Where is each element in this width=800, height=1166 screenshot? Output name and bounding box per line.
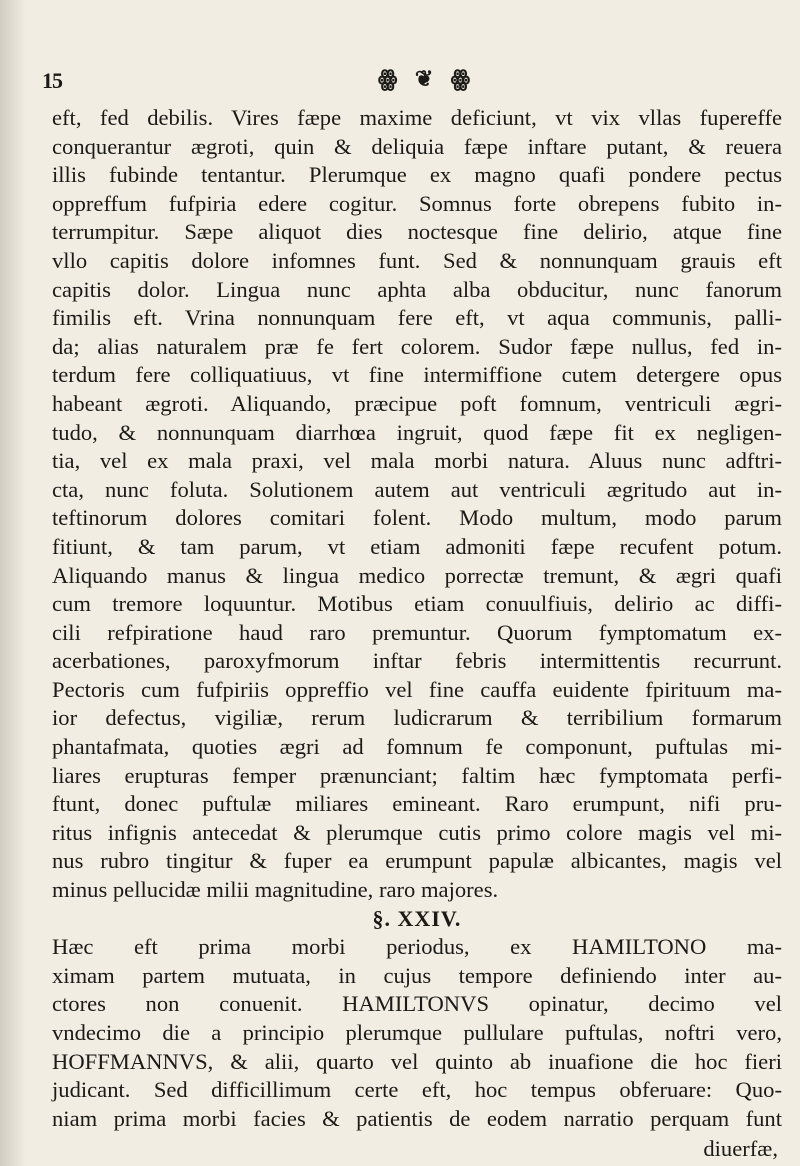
text-line: teftinorum dolores comitari folent. Modo multum, modo parum (52, 505, 782, 531)
text-line: ior defectus, vigiliæ, rerum ludicrarum & terribilium formarum (52, 705, 782, 731)
paragraph-2 (52, 933, 782, 1133)
text-line: cili refpiratione haud raro premuntur. Quorum fymptomatum ex- (52, 619, 782, 645)
text-line: terrumpitur. Sæpe aliquot dies noctesque fine delirio, atque fine (52, 219, 782, 245)
text-line: Aliquando manus & lingua medico porrectæ tremunt, & ægri quafi (52, 562, 782, 588)
text-line: tia, vel ex mala praxi, vel mala morbi natura. Aluus nunc adftri- (52, 448, 782, 474)
text-line: capitis dolor. Lingua nunc aphta alba obducitur, nunc fanorum (52, 276, 782, 302)
text-line: tudo, & nonnunquam diarrhœa ingruit, quod fæpe fit ex negligen- (52, 419, 782, 445)
text-line: phantafmata, quoties ægri ad fomnum fe componunt, puftulas mi- (52, 734, 782, 760)
text-line: da; alias naturalem præ fe fert colorem. Sudor fæpe nullus, fed in- (52, 333, 782, 359)
text-line: Hæc eft prima morbi periodus, ex HAMILTONO ma- (52, 934, 782, 960)
text-line: liares erupturas femper prænunciant; faltim hæc fymptomata perfi- (52, 762, 782, 788)
text-line: ftunt, donec puftulæ miliares emineant. Raro erumpunt, nifi pru- (52, 791, 782, 817)
text-line: judicant. Sed difficillimum certe eft, hoc tempus obferuare: Quo- (52, 1077, 782, 1103)
text-line: oppreffum fufpiria edere cogitur. Somnus forte obrepens fubito in- (52, 190, 782, 216)
text-line: nus rubro tingitur & fuper ea erumpunt papulæ albicantes, magis vel (52, 848, 782, 874)
text-line: minus pellucidæ milii magnitudine, raro majores. (52, 877, 499, 903)
paragraph-1 (52, 104, 782, 905)
text-line: illis fubinde tentantur. Plerumque ex magno quafi pondere pectus (52, 162, 782, 188)
text-line: vndecimo die a principio plerumque pullulare puftulas, noftri vero, (52, 1020, 782, 1045)
text-line: HOFFMANNVS, & alii, quarto vel quinto ab inuafione die hoc fieri (52, 1048, 782, 1074)
text-line: cum tremore loquuntur. Motibus etiam conuulfiuis, delirio ac diffi- (52, 591, 782, 617)
text-line: ctores non conuenit. HAMILTONVS opinatur, decimo vel (52, 991, 782, 1017)
page-header (38, 64, 778, 98)
text-line: cta, nunc foluta. Solutionem autem aut ventriculi ægritudo aut in- (52, 476, 782, 502)
text-line: acerbationes, paroxyfmorum inftar febris intermittentis recurrunt. (52, 648, 782, 674)
text-line: habeant ægroti. Aliquando, præcipue poft fomnum, ventriculi ægri- (52, 390, 782, 416)
section-heading: §. XXIV. (372, 905, 462, 931)
text-line: conquerantur ægroti, quin & deliquia fæpe inftare putant, & reuera (52, 133, 782, 159)
text-line: niam prima morbi facies & patientis de eodem narratio perquam funt (52, 1105, 782, 1131)
text-line: vllo capitis dolore infomnes funt. Sed & nonnunquam grauis eft (52, 247, 782, 273)
text-line: ritus infignis antecedat & plerumque cutis primo colore magis vel mi- (52, 819, 782, 845)
text-line: ximam partem mutuata, in cujus tempore definiendo inter au- (52, 962, 782, 988)
page-edge-shadow (0, 0, 26, 1166)
body-text (52, 104, 782, 1133)
text-line: eft, fed debilis. Vires fæpe maxime deficiunt, vt vix vllas fupereffe (52, 105, 782, 130)
text-line: fimilis eft. Vrina nonnunquam fere eft, vt aqua communis, palli- (52, 305, 782, 331)
text-line: fitiunt, & tam parum, vt etiam admoniti fæpe recufent potum. (52, 533, 782, 559)
text-line: Pectoris cum fufpiriis oppreffio vel fine cauffa euidente fpirituum ma- (52, 676, 782, 702)
page-number: 15 (42, 68, 62, 93)
text-line: terdum fere colliquatiuus, vt fine intermiffione cutem detergere opus (52, 362, 782, 388)
header-ornament: ꙮ ❦ ꙮ (378, 66, 477, 91)
catchword: diuerfæ, (703, 1136, 778, 1161)
